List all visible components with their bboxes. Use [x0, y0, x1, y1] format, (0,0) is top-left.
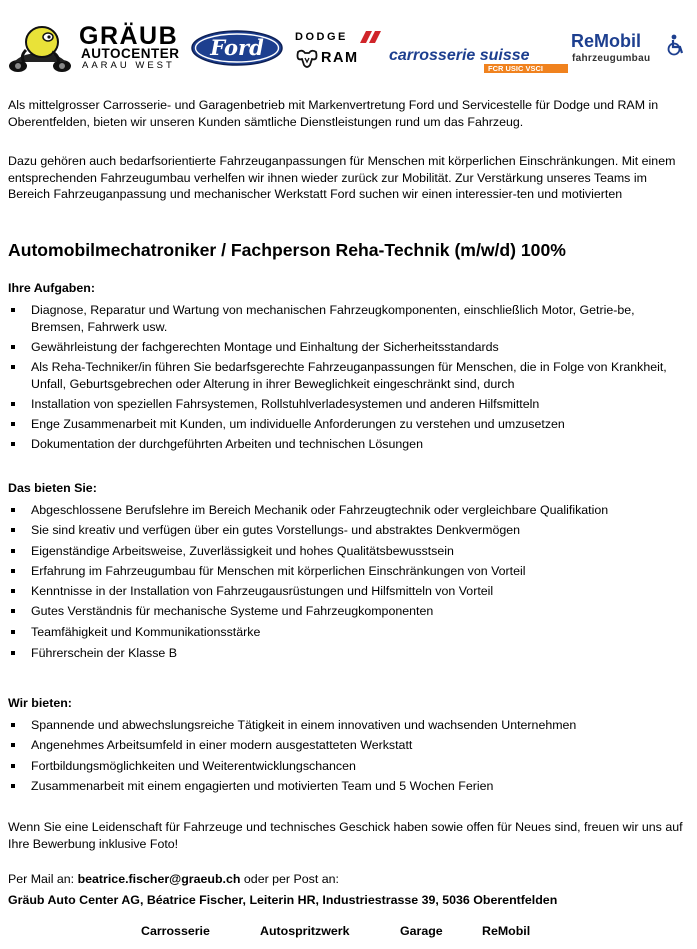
- list-item: Spannende und abwechslungsreiche Tätigkeit in einem innovativen und wachsenden Unternehmen: [8, 717, 688, 734]
- contact-mail-line: [8, 871, 339, 888]
- footer-item-carrosserie: Carrosserie: [141, 924, 210, 938]
- job-title: Automobilmechatroniker / Fachperson Reha-Technik (m/w/d) 100%: [8, 240, 566, 260]
- footer-item-remobil: ReMobil: [482, 924, 531, 938]
- list-item: Angenehmes Arbeitsumfeld in einer modern ausgestatteten Werkstatt: [8, 737, 688, 754]
- logo-bar: [0, 0, 697, 96]
- graeub-subtitle: AUTOCENTER: [81, 46, 180, 61]
- graeub-location: AARAU WEST: [82, 60, 175, 71]
- list-item: Sie sind kreativ und verfügen über ein gutes Vorstellungs- und abstraktes Denkvermögen: [8, 522, 688, 539]
- ford-wordmark: Ford: [210, 35, 264, 60]
- list-item: Installation von speziellen Fahrsystemen, Rollstuhlverladesystemen und anderen Hilfsmitteln: [8, 396, 688, 413]
- list-item: Teamfähigkeit und Kommunikationsstärke: [8, 624, 688, 641]
- carrosserie-suisse-wordmark: carrosserie suisse: [389, 47, 530, 64]
- remobil-subtitle: fahrzeugumbau: [572, 53, 651, 64]
- list-item: Fortbildungsmöglichkeiten und Weiterentwicklungschancen: [8, 758, 688, 775]
- footer-item-garage: Garage: [400, 924, 443, 938]
- suisse-bar-label: FCR USIC VSCI: [488, 64, 544, 73]
- graeub-logo: [4, 22, 184, 74]
- list-item: Abgeschlossene Berufslehre im Bereich Mechanik oder Fahrzeugtechnik oder vergleichbare Qualifikation: [8, 502, 688, 519]
- ram-wordmark: RAM: [321, 50, 359, 66]
- list-item: Diagnose, Reparatur und Wartung von mechanischen Fahrzeugkomponenten, einschließlich Motor, Getrie-be, Bremsen, Fahrwerk usw.: [8, 302, 688, 335]
- mail-suffix: oder per Post an:: [240, 872, 339, 886]
- mascot-icon: [4, 22, 76, 74]
- list-item: Gutes Verständnis für mechanische Systeme und Fahrzeugkomponenten: [8, 603, 688, 620]
- tasks-list: [8, 302, 688, 457]
- dodge-ram-logo: [294, 31, 384, 71]
- dodge-wordmark: DODGE: [295, 31, 348, 43]
- list-item: Zusammenarbeit mit einem engagierten und motivierten Team und 5 Wochen Ferien: [8, 778, 688, 795]
- contact-address: Gräub Auto Center AG, Béatrice Fischer, Leiterin HR, Industriestrasse 39, 5036 Oberentfelden: [8, 893, 558, 907]
- closing-paragraph: Wenn Sie eine Leidenschaft für Fahrzeuge und technisches Geschick haben sowie offen für Neues sind, freuen wir uns auf Ihre Bewerbung inklusive Foto!: [8, 820, 683, 851]
- remobil-wordmark: ReMobil: [571, 31, 641, 51]
- intro-paragraph-2: Dazu gehören auch bedarfsorientierte Fahrzeuganpassungen für Menschen mit körperlichen Einschränkungen. Mit einem entsprechenden Fahrzeugumbau verhelfen wir ihnen wieder zurück zur Mobilität. Zur Verstärkung unseres Teams im Bereich Fahrzeuganpassung und mechanischer Werkstatt Ford suchen wir einen interessier-ten und motivierten: [8, 154, 676, 201]
- carrosserie-suisse-logo: [389, 47, 573, 77]
- list-item: Als Reha-Techniker/in führen Sie bedarfsgerechte Fahrzeuganpassungen für Menschen, die in Folge von Krankheit, Unfall, Geburtsgebrechen oder Alterung in ihrer Beweglichkeit eingeschränkt sind, durch: [8, 359, 688, 392]
- list-item: Eigenständige Arbeitsweise, Zuverlässigkeit und hohes Qualitätsbewusstsein: [8, 543, 688, 560]
- ford-logo: [190, 29, 284, 67]
- remobil-logo: [570, 32, 690, 72]
- list-item: Dokumentation der durchgeführten Arbeiten und technischen Lösungen: [8, 436, 688, 453]
- requirements-heading: Das bieten Sie:: [8, 481, 97, 495]
- list-item: Führerschein der Klasse B: [8, 645, 688, 662]
- wheelchair-icon: [666, 34, 686, 56]
- list-item: Enge Zusammenarbeit mit Kunden, um individuelle Anforderungen zu verstehen und umzusetzen: [8, 416, 688, 433]
- requirements-list: [8, 502, 688, 666]
- ram-head-icon: [296, 49, 318, 69]
- tasks-heading: Ihre Aufgaben:: [8, 281, 95, 295]
- contact-email-link[interactable]: beatrice.fischer@graeub.ch: [77, 872, 241, 886]
- list-item: Erfahrung im Fahrzeugumbau für Menschen mit körperlichen Einschränkungen von Vorteil: [8, 563, 688, 580]
- list-item: Gewährleistung der fachgerechten Montage und Einhaltung der Sicherheitsstandards: [8, 339, 688, 356]
- graeub-title: GRÄUB: [79, 22, 179, 50]
- benefits-list: [8, 717, 688, 798]
- footer-item-autospritzwerk: Autospritzwerk: [260, 924, 350, 938]
- benefits-heading: Wir bieten:: [8, 696, 72, 710]
- intro-paragraph-1: Als mittelgrosser Carrosserie- und Garagenbetrieb mit Markenvertretung Ford und Servicestelle für Dodge und RAM in Oberentfelden, bieten wir unseren Kunden sämtliche Dienstleistungen rund um das Fahrzeug.: [8, 98, 659, 129]
- mail-prefix: Per Mail an:: [8, 872, 78, 886]
- list-item: Kenntnisse in der Installation von Fahrzeugausrüstungen und Hilfsmitteln von Vorteil: [8, 583, 688, 600]
